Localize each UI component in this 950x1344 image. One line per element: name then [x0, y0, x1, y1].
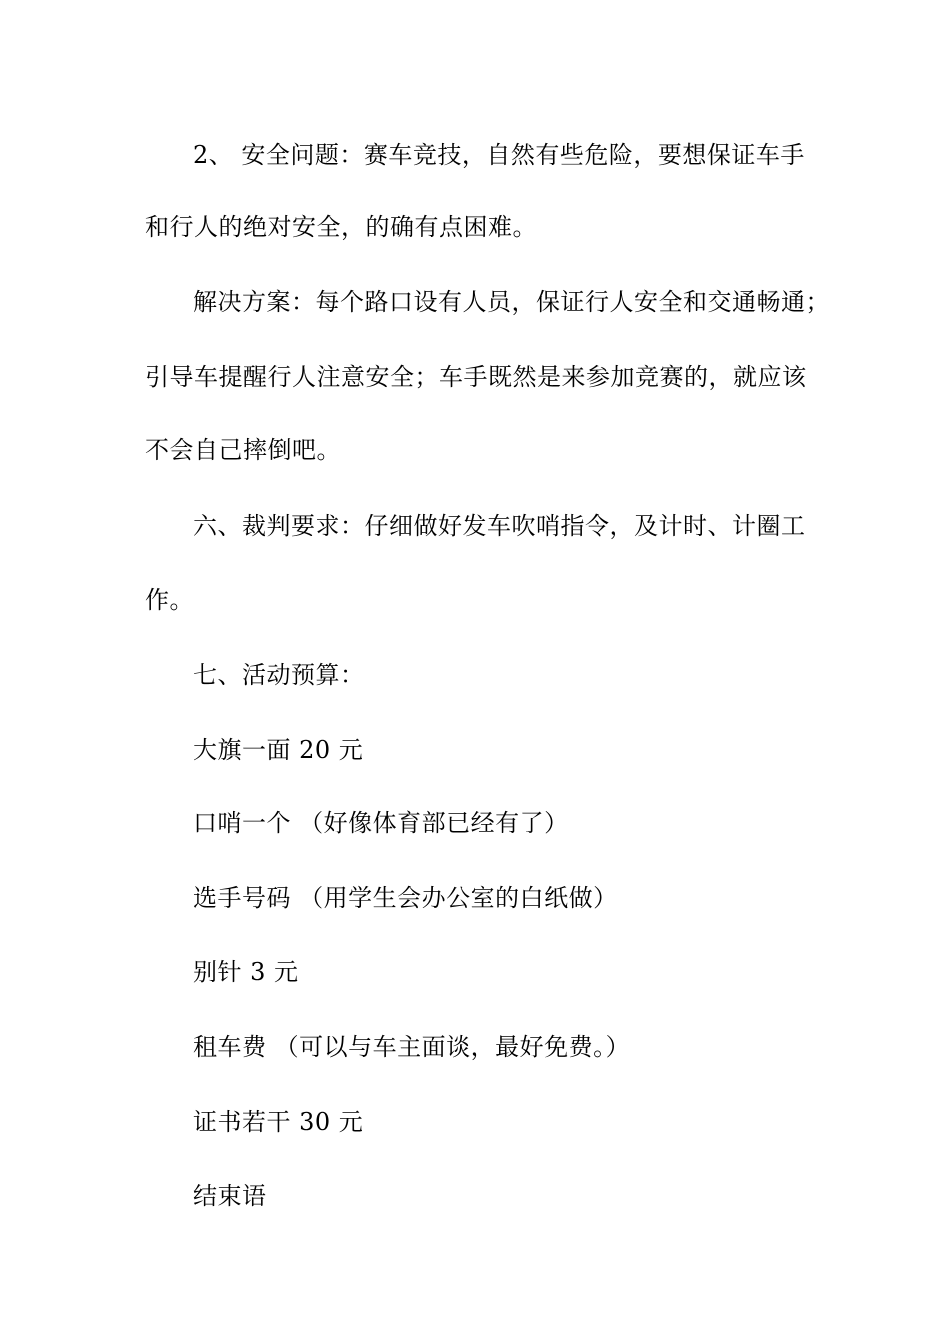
- paragraph-safety-issue: 2、 安全问题：赛车竞技，自然有些危险，要想保证车手: [193, 141, 805, 169]
- heading-budget: 七、活动预算：: [193, 661, 365, 689]
- paragraph-solution-cont-2: 不会自己摔倒吧。: [145, 436, 341, 464]
- budget-item-rental: 租车费 （可以与车主面谈，最好免费。）: [193, 1033, 631, 1061]
- budget-item-numbers: 选手号码 （用学生会办公室的白纸做）: [193, 884, 618, 912]
- budget-item-flag: 大旗一面 20 元: [193, 736, 364, 764]
- paragraph-solution: 解决方案：每个路口设有人员，保证行人安全和交通畅通；: [193, 288, 830, 316]
- paragraph-solution-cont-1: 引导车提醒行人注意安全；车手既然是来参加竞赛的，就应该: [145, 363, 807, 391]
- paragraph-referee-requirements: 六、裁判要求：仔细做好发车吹哨指令，及计时、计圈工: [193, 512, 806, 540]
- budget-item-certificates: 证书若干 30 元: [193, 1108, 364, 1136]
- budget-item-pins: 别针 3 元: [193, 958, 299, 986]
- heading-closing: 结束语: [193, 1182, 267, 1210]
- paragraph-referee-requirements-cont: 作。: [145, 586, 194, 614]
- budget-item-whistle: 口哨一个 （好像体育部已经有了）: [193, 809, 569, 837]
- paragraph-safety-issue-cont: 和行人的绝对安全，的确有点困难。: [145, 213, 537, 241]
